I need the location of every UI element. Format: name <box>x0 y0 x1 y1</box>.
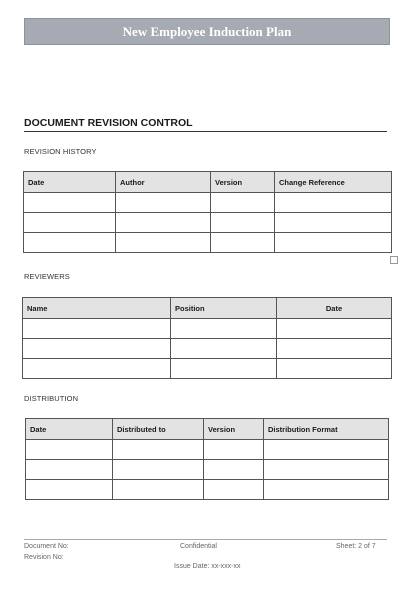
footer-revision-no: Revision No: <box>24 554 64 561</box>
table-cell[interactable] <box>204 460 264 480</box>
table-row <box>23 339 392 359</box>
table-cell[interactable] <box>277 319 392 339</box>
table-cell[interactable] <box>23 319 171 339</box>
table-cell[interactable] <box>171 339 277 359</box>
column-header-author: Author <box>116 172 211 193</box>
footer-sheet-number: Sheet: 2 of 7 <box>336 543 376 550</box>
table-cell[interactable] <box>264 460 389 480</box>
table-row <box>26 440 389 460</box>
table-cell[interactable] <box>204 440 264 460</box>
distribution-label: DISTRIBUTION <box>24 394 79 403</box>
table-cell[interactable] <box>113 460 204 480</box>
table-cell[interactable] <box>275 193 392 213</box>
table-row <box>24 213 392 233</box>
table-cell[interactable] <box>26 480 113 500</box>
table-row <box>23 319 392 339</box>
table-cell[interactable] <box>116 213 211 233</box>
table-cell[interactable] <box>275 233 392 253</box>
table-cell[interactable] <box>211 233 275 253</box>
reviewers-label: REVIEWERS <box>24 272 70 281</box>
table-cell[interactable] <box>275 213 392 233</box>
table-cell[interactable] <box>26 460 113 480</box>
table-row <box>24 193 392 213</box>
distribution-table <box>25 418 389 500</box>
column-header-date: Date <box>26 419 113 440</box>
footer-confidential: Confidential <box>180 543 217 550</box>
column-header-date: Date <box>24 172 116 193</box>
table-header-row <box>23 298 392 319</box>
table-cell[interactable] <box>24 193 116 213</box>
table-cell[interactable] <box>277 339 392 359</box>
column-header-version: Version <box>204 419 264 440</box>
footer-document-no: Document No: <box>24 543 69 550</box>
table-header-row <box>24 172 392 193</box>
footer-issue-date: Issue Date: xx-xxx-xx <box>174 563 241 570</box>
footer-divider <box>24 539 387 540</box>
table-cell[interactable] <box>23 359 171 379</box>
table-cell[interactable] <box>171 319 277 339</box>
table-cell[interactable] <box>264 480 389 500</box>
table-row <box>23 359 392 379</box>
reviewers-table <box>22 297 392 379</box>
table-cell[interactable] <box>211 193 275 213</box>
column-header-name: Name <box>23 298 171 319</box>
revision-history-label: REVISION HISTORY <box>24 147 97 156</box>
table-cell[interactable] <box>264 440 389 460</box>
column-header-date: Date <box>277 298 392 319</box>
document-banner <box>24 18 390 45</box>
table-cell[interactable] <box>211 213 275 233</box>
table-cell[interactable] <box>26 440 113 460</box>
column-header-position: Position <box>171 298 277 319</box>
table-cell[interactable] <box>116 233 211 253</box>
table-cell[interactable] <box>24 213 116 233</box>
column-header-change-reference: Change Reference <box>275 172 392 193</box>
table-cell[interactable] <box>171 359 277 379</box>
table-row <box>24 233 392 253</box>
column-header-version: Version <box>211 172 275 193</box>
table-header-row <box>26 419 389 440</box>
table-row <box>26 480 389 500</box>
revision-history-table <box>23 171 392 253</box>
table-cell[interactable] <box>24 233 116 253</box>
checkbox-icon[interactable] <box>390 256 398 264</box>
table-cell[interactable] <box>23 339 171 359</box>
section-heading: DOCUMENT REVISION CONTROL <box>24 117 387 132</box>
table-cell[interactable] <box>113 480 204 500</box>
column-header-distribution-format: Distribution Format <box>264 419 389 440</box>
table-cell[interactable] <box>204 480 264 500</box>
column-header-distributed-to: Distributed to <box>113 419 204 440</box>
table-row <box>26 460 389 480</box>
table-cell[interactable] <box>113 440 204 460</box>
document-title: New Employee Induction Plan <box>122 23 292 39</box>
table-cell[interactable] <box>116 193 211 213</box>
table-cell[interactable] <box>277 359 392 379</box>
